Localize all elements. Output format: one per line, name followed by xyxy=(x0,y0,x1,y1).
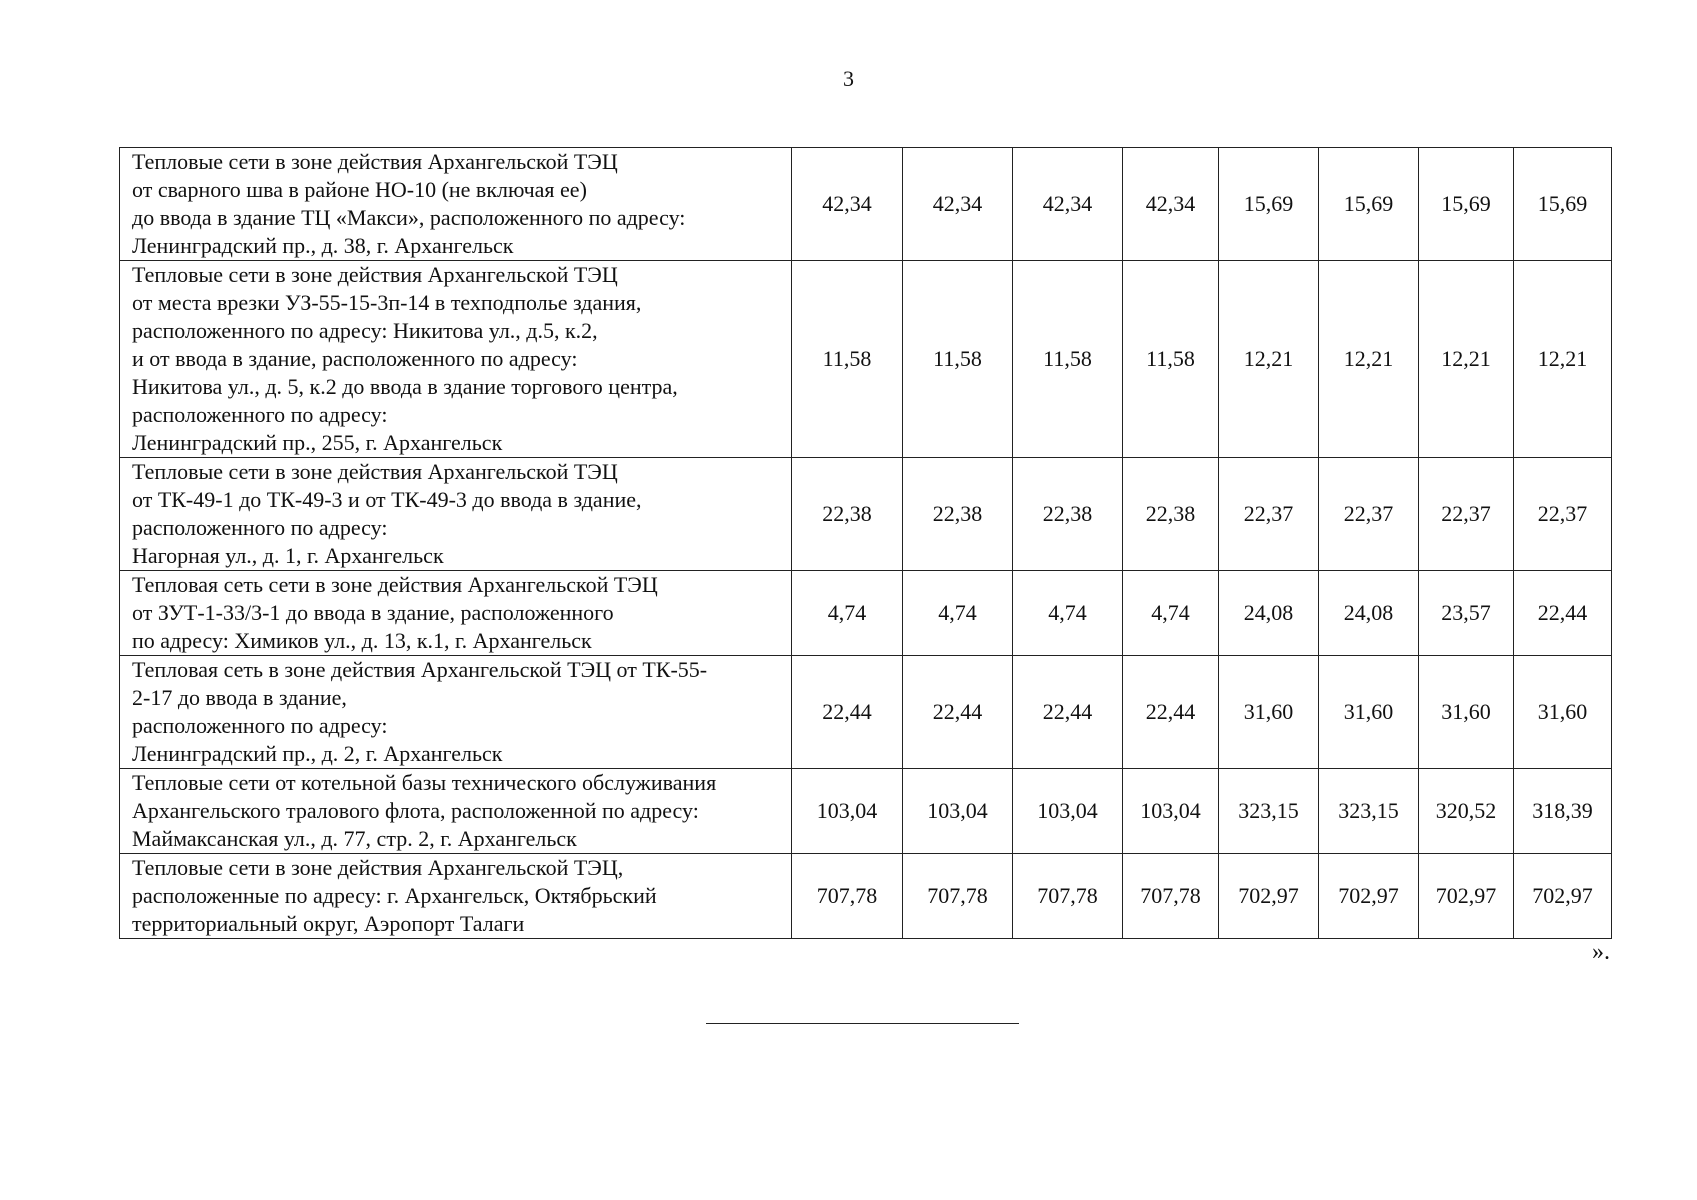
value-cell: 22,37 xyxy=(1514,458,1612,571)
table-row xyxy=(120,769,1612,854)
value-cell: 4,74 xyxy=(1013,571,1123,656)
value-cell: 4,74 xyxy=(792,571,903,656)
description-line: от ЗУТ-1-33/3-1 до ввода в здание, расположенного xyxy=(132,600,614,625)
description-line: до ввода в здание ТЦ «Макси», расположенного по адресу: xyxy=(132,205,686,230)
value-cell: 22,44 xyxy=(1123,656,1219,769)
value-cell: 15,69 xyxy=(1219,148,1319,261)
table-row xyxy=(120,571,1612,656)
page-number: 3 xyxy=(843,66,854,91)
value-cell: 103,04 xyxy=(792,769,903,854)
row-description xyxy=(120,854,792,939)
description-line: территориальный округ, Аэропорт Талаги xyxy=(132,911,525,936)
description-line: от ТК-49-1 до ТК-49-3 и от ТК-49-3 до ввода в здание, xyxy=(132,487,642,512)
value-cell: 323,15 xyxy=(1219,769,1319,854)
value-cell: 702,97 xyxy=(1319,854,1419,939)
value-cell: 12,21 xyxy=(1514,261,1612,458)
value-cell: 42,34 xyxy=(1013,148,1123,261)
description-line: и от ввода в здание, расположенного по адресу: xyxy=(132,346,578,371)
row-description xyxy=(120,458,792,571)
value-cell: 31,60 xyxy=(1514,656,1612,769)
value-cell: 12,21 xyxy=(1419,261,1514,458)
description-line: Архангельского тралового флота, расположенной по адресу: xyxy=(132,798,699,823)
value-cell: 31,60 xyxy=(1319,656,1419,769)
description-line: от места врезки УЗ-55-15-3п-14 в техподполье здания, xyxy=(132,290,642,315)
row-description xyxy=(120,656,792,769)
table-row xyxy=(120,854,1612,939)
description-line: Тепловые сети в зоне действия Архангельской ТЭЦ, xyxy=(132,855,624,880)
table-row xyxy=(120,148,1612,261)
description-line: Ленинградский пр., д. 38, г. Архангельск xyxy=(132,233,514,258)
value-cell: 22,38 xyxy=(1013,458,1123,571)
value-cell: 318,39 xyxy=(1514,769,1612,854)
description-line: Тепловая сеть в зоне действия Архангельской ТЭЦ от ТК-55- xyxy=(132,657,708,682)
description-line: Ленинградский пр., д. 2, г. Архангельск xyxy=(132,741,503,766)
value-cell: 22,38 xyxy=(903,458,1013,571)
description-line: Тепловые сети в зоне действия Архангельской ТЭЦ xyxy=(132,262,618,287)
value-cell: 11,58 xyxy=(1123,261,1219,458)
description-line: от сварного шва в районе НО-10 (не включая ее) xyxy=(132,177,587,202)
value-cell: 103,04 xyxy=(1013,769,1123,854)
value-cell: 320,52 xyxy=(1419,769,1514,854)
value-cell: 22,37 xyxy=(1419,458,1514,571)
value-cell: 323,15 xyxy=(1319,769,1419,854)
value-cell: 22,44 xyxy=(1013,656,1123,769)
value-cell: 11,58 xyxy=(1013,261,1123,458)
description-line: Тепловые сети в зоне действия Архангельской ТЭЦ xyxy=(132,459,618,484)
closing-quote-mark: ». xyxy=(1592,939,1610,965)
table-row xyxy=(120,656,1612,769)
separator-line xyxy=(706,1023,1019,1024)
table-row xyxy=(120,458,1612,571)
value-cell: 702,97 xyxy=(1514,854,1612,939)
value-cell: 22,38 xyxy=(792,458,903,571)
description-line: Ленинградский пр., 255, г. Архангельск xyxy=(132,430,503,455)
description-line: расположенного по адресу: xyxy=(132,713,388,738)
description-line: Маймаксанская ул., д. 77, стр. 2, г. Архангельск xyxy=(132,826,577,851)
row-description xyxy=(120,261,792,458)
value-cell: 15,69 xyxy=(1419,148,1514,261)
value-cell: 4,74 xyxy=(903,571,1013,656)
value-cell: 31,60 xyxy=(1419,656,1514,769)
description-line: Тепловая сеть сети в зоне действия Архангельской ТЭЦ xyxy=(132,572,658,597)
description-line: 2-17 до ввода в здание, xyxy=(132,685,347,710)
value-cell: 707,78 xyxy=(792,854,903,939)
description-line: Никитова ул., д. 5, к.2 до ввода в здание торгового центра, xyxy=(132,374,678,399)
row-description xyxy=(120,571,792,656)
description-line: Нагорная ул., д. 1, г. Архангельск xyxy=(132,543,444,568)
description-line: по адресу: Химиков ул., д. 13, к.1, г. Архангельск xyxy=(132,628,592,653)
value-cell: 42,34 xyxy=(1123,148,1219,261)
value-cell: 11,58 xyxy=(792,261,903,458)
value-cell: 22,44 xyxy=(903,656,1013,769)
value-cell: 12,21 xyxy=(1319,261,1419,458)
value-cell: 22,44 xyxy=(792,656,903,769)
value-cell: 42,34 xyxy=(792,148,903,261)
value-cell: 11,58 xyxy=(903,261,1013,458)
table-row xyxy=(120,261,1612,458)
value-cell: 702,97 xyxy=(1219,854,1319,939)
description-line: расположенного по адресу: xyxy=(132,515,388,540)
value-cell: 31,60 xyxy=(1219,656,1319,769)
description-line: расположенные по адресу: г. Архангельск, Октябрьский xyxy=(132,883,657,908)
value-cell: 12,21 xyxy=(1219,261,1319,458)
value-cell: 22,37 xyxy=(1319,458,1419,571)
value-cell: 24,08 xyxy=(1319,571,1419,656)
value-cell: 707,78 xyxy=(1013,854,1123,939)
description-line: расположенного по адресу: Никитова ул., д.5, к.2, xyxy=(132,318,598,343)
value-cell: 23,57 xyxy=(1419,571,1514,656)
row-description xyxy=(120,769,792,854)
value-cell: 42,34 xyxy=(903,148,1013,261)
tariff-table xyxy=(119,147,1612,939)
value-cell: 15,69 xyxy=(1319,148,1419,261)
value-cell: 103,04 xyxy=(903,769,1013,854)
description-line: Тепловые сети в зоне действия Архангельской ТЭЦ xyxy=(132,149,618,174)
description-line: расположенного по адресу: xyxy=(132,402,388,427)
value-cell: 702,97 xyxy=(1419,854,1514,939)
value-cell: 22,38 xyxy=(1123,458,1219,571)
value-cell: 22,37 xyxy=(1219,458,1319,571)
value-cell: 4,74 xyxy=(1123,571,1219,656)
value-cell: 707,78 xyxy=(1123,854,1219,939)
value-cell: 707,78 xyxy=(903,854,1013,939)
description-line: Тепловые сети от котельной базы технического обслуживания xyxy=(132,770,717,795)
value-cell: 15,69 xyxy=(1514,148,1612,261)
value-cell: 24,08 xyxy=(1219,571,1319,656)
row-description xyxy=(120,148,792,261)
value-cell: 103,04 xyxy=(1123,769,1219,854)
table-body xyxy=(120,148,1612,939)
value-cell: 22,44 xyxy=(1514,571,1612,656)
